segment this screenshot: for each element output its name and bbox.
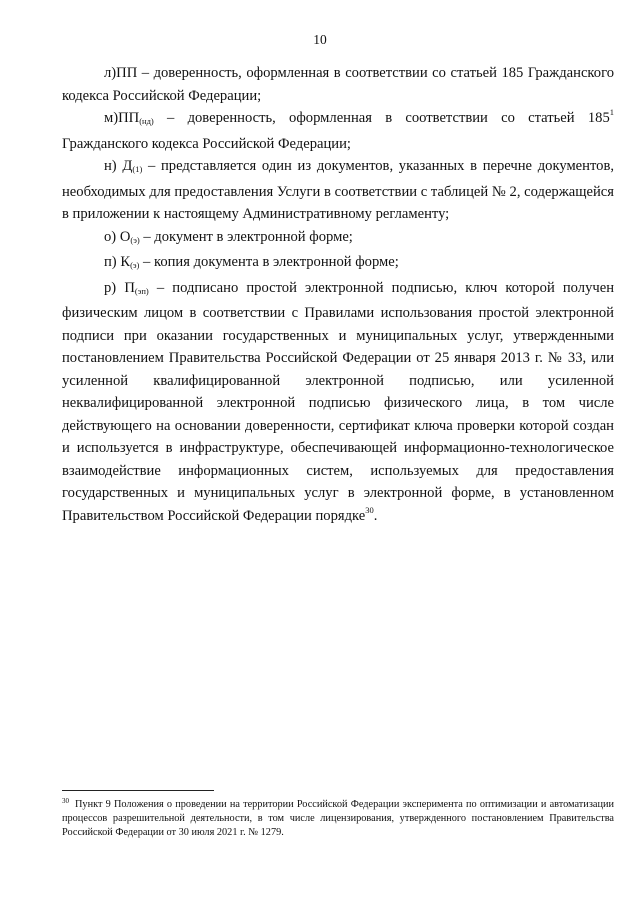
list-marker: л) xyxy=(104,65,117,81)
list-marker: м) xyxy=(104,110,119,126)
footnote-number: 30 xyxy=(62,797,69,805)
paragraph-p xyxy=(62,251,614,277)
article-superscript: 1 xyxy=(609,107,614,117)
paragraph-l xyxy=(62,62,614,107)
paragraph-text: – документ в электронной форме; xyxy=(139,228,353,245)
paragraph-end: . xyxy=(373,507,378,524)
footnote xyxy=(62,798,614,840)
document-code: Д xyxy=(122,158,133,174)
paragraph-text: – подписано простой электронной подписью, ключ которой получен физическим лицом в соответствии с Правилами использования простой электронной подписи при оказании государственных и муниципальных услуг, утвержденными постановлением Правительства Российской Федерации от 25 января 2013 г. № 33, или усиленной квалифицированной электронной подписью, или усиленной неквалифицированной электронной подписью физического лица, в том числе действующего на основании доверенности, сертификат ключа проверки которой создан и используется в инфраструктуре, обеспечивающей информационно-технологическое взаимодействие информационных систем, используемых для предоставления государственных и муниципальных услуг в электронной форме, в установленном Правительством Российской Федерации порядке xyxy=(62,279,614,524)
document-code: ПП xyxy=(118,110,140,126)
list-marker: н) xyxy=(104,158,117,174)
document-code-subscript: (эп) xyxy=(134,285,149,296)
document-body xyxy=(62,62,614,527)
paragraph-text: – представляется один из документов, указанных в перечне документов, необходимых для предоставления Услуги в соответствии с таблицей № 2, содержащейся в приложении к настоящему Административному регламенту; xyxy=(62,158,614,222)
paragraph-m xyxy=(62,107,614,155)
page-number: 10 xyxy=(313,32,327,47)
paragraph-r xyxy=(62,277,614,528)
document-code-subscript: (э) xyxy=(130,260,140,270)
list-marker: р) xyxy=(104,279,117,296)
document-code: П xyxy=(124,279,135,296)
paragraph-text-continued: Гражданского кодекса Российской Федерации; xyxy=(62,135,351,152)
footnote-separator xyxy=(62,790,214,791)
list-marker: п) xyxy=(104,254,117,270)
list-marker: о) xyxy=(104,228,117,245)
paragraph-text: – доверенность, оформленная в соответствии со статьей 185 xyxy=(153,110,610,126)
footnote-reference: 30 xyxy=(365,504,374,515)
paragraph-text: – копия документа в электронной форме; xyxy=(139,254,399,270)
footnote-text: Пункт 9 Положения о проведении на территории Российской Федерации эксперимента по оптимизации и автоматизации процессов разрешительной деятельности, в том числе лицензирования, утвержденного постановлением Правительства Российской Федерации от 30 июля 2021 г. № 1279. xyxy=(62,799,614,838)
paragraph-n xyxy=(62,155,614,226)
document-code-subscript: (нд) xyxy=(139,116,154,126)
document-code-subscript: (э) xyxy=(130,234,140,245)
document-code-subscript: (1) xyxy=(132,164,143,174)
document-code: К xyxy=(120,254,131,270)
document-code: О xyxy=(119,228,131,245)
paragraph-o xyxy=(62,226,614,252)
document-code: ПП xyxy=(116,65,138,81)
paragraph-text: – доверенность, оформленная в соответствии со статьей 185 Гражданского кодекса Российской Федерации; xyxy=(62,65,614,104)
